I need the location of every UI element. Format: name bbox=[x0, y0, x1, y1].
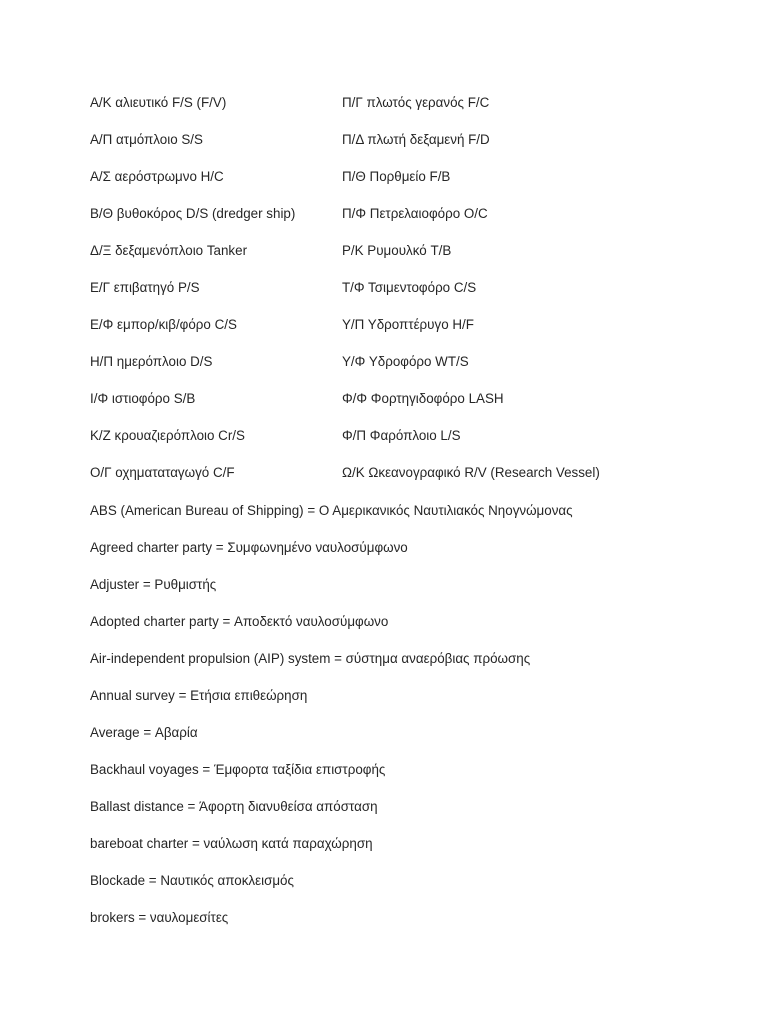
glossary-entry: Annual survey = Ετήσια επιθεώρηση bbox=[90, 688, 308, 703]
abbreviation-left: Ι/Φ ιστιοφόρο S/B bbox=[90, 391, 196, 406]
glossary-entry: ABS (American Bureau of Shipping) = Ο Αμερικανικός Ναυτιλιακός Νηογνώμονας bbox=[90, 503, 573, 518]
abbreviation-left: Η/Π ημερόπλοιο D/S bbox=[90, 354, 213, 369]
abbreviation-row bbox=[90, 168, 730, 205]
abbreviation-left: Α/Κ αλιευτικό F/S (F/V) bbox=[90, 95, 227, 110]
glossary-entry: Agreed charter party = Συμφωνημένο ναυλοσύμφωνο bbox=[90, 540, 408, 555]
abbreviation-row bbox=[90, 205, 730, 242]
abbreviation-row bbox=[90, 390, 730, 427]
abbreviation-right: Φ/Φ Φορτηγιδοφόρο LASH bbox=[342, 391, 504, 406]
abbreviation-right: Τ/Φ Τσιμεντοφόρο C/S bbox=[342, 280, 477, 295]
ship-abbreviation-table bbox=[90, 94, 730, 501]
abbreviation-left: Ε/Φ εμπορ/κιβ/φόρο C/S bbox=[90, 317, 237, 332]
abbreviation-row bbox=[90, 427, 730, 464]
abbreviation-right: Υ/Π Υδροπτέρυγο H/F bbox=[342, 317, 474, 332]
abbreviation-right: Υ/Φ Υδροφόρο WT/S bbox=[342, 354, 469, 369]
glossary-entry: bareboat charter = ναύλωση κατά παραχώρηση bbox=[90, 836, 373, 851]
glossary-entry: Ballast distance = Άφορτη διανυθείσα απόσταση bbox=[90, 799, 378, 814]
glossary-entry: Air-independent propulsion (AIP) system = σύστημα αναερόβιας πρόωσης bbox=[90, 651, 531, 666]
abbreviation-left: Ο/Γ οχηματαταγωγό C/F bbox=[90, 465, 235, 480]
abbreviation-row bbox=[90, 464, 730, 501]
abbreviation-left: Α/Σ αερόστρωμνο H/C bbox=[90, 169, 224, 184]
glossary-entry: Adopted charter party = Αποδεκτό ναυλοσύμφωνο bbox=[90, 614, 389, 629]
abbreviation-row bbox=[90, 131, 730, 168]
abbreviation-right: Π/Γ πλωτός γερανός F/C bbox=[342, 95, 490, 110]
abbreviation-left: Α/Π ατμόπλοιο S/S bbox=[90, 132, 203, 147]
abbreviation-right: Ρ/Κ Ρυμουλκό T/B bbox=[342, 243, 452, 258]
abbreviation-right: Π/Φ Πετρελαιοφόρο O/C bbox=[342, 206, 488, 221]
glossary-entry: Average = Αβαρία bbox=[90, 725, 198, 740]
abbreviation-left: Κ/Ζ κρουαζιερόπλοιο Cr/S bbox=[90, 428, 245, 443]
abbreviation-row bbox=[90, 316, 730, 353]
glossary-entry: Adjuster = Ρυθμιστής bbox=[90, 577, 217, 592]
abbreviation-right: Π/Δ πλωτή δεξαμενή F/D bbox=[342, 132, 490, 147]
abbreviation-row bbox=[90, 94, 730, 131]
abbreviation-right: Φ/Π Φαρόπλοιο L/S bbox=[342, 428, 461, 443]
glossary-entry: Backhaul voyages = Έμφορτα ταξίδια επιστροφής bbox=[90, 762, 386, 777]
abbreviation-row bbox=[90, 279, 730, 316]
abbreviation-left: Δ/Ξ δεξαμενόπλοιο Tanker bbox=[90, 243, 248, 258]
abbreviation-row bbox=[90, 242, 730, 279]
abbreviation-left: Ε/Γ επιβατηγό P/S bbox=[90, 280, 200, 295]
abbreviation-left: Β/Θ βυθοκόρος D/S (dredger ship) bbox=[90, 206, 296, 221]
abbreviation-row bbox=[90, 353, 730, 390]
glossary-entry: brokers = ναυλομεσίτες bbox=[90, 910, 229, 925]
abbreviation-right: Π/Θ Πορθμείο F/B bbox=[342, 169, 451, 184]
glossary-list bbox=[90, 502, 750, 946]
glossary-entry: Blockade = Ναυτικός αποκλεισμός bbox=[90, 873, 294, 888]
abbreviation-right: Ω/Κ Ωκεανογραφικό R/V (Research Vessel) bbox=[342, 465, 600, 480]
